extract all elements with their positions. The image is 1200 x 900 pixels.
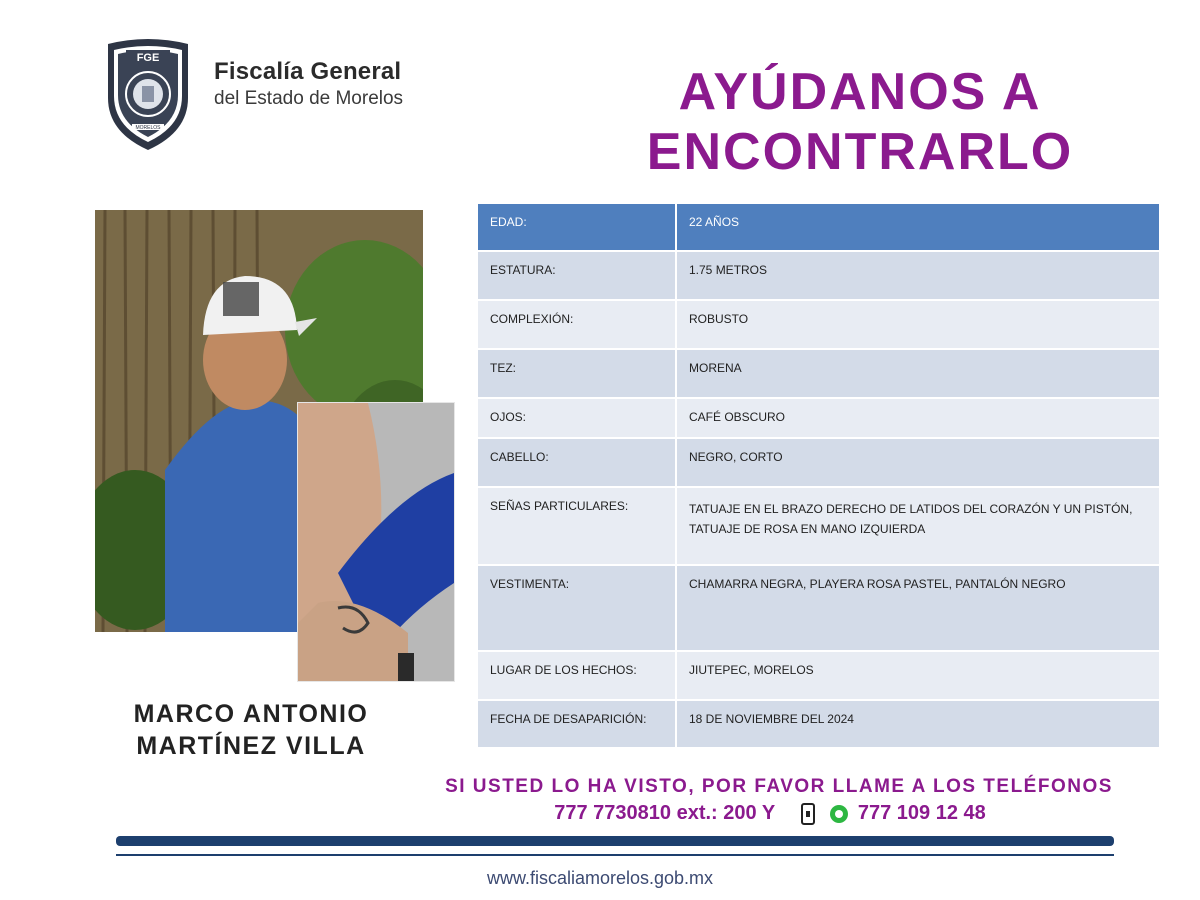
detail-value: MORENA: [676, 349, 1159, 398]
detail-label: OJOS:: [478, 398, 676, 438]
detail-label: FECHA DE DESAPARICIÓN:: [478, 700, 676, 748]
fge-shield-logo: [102, 36, 194, 152]
person-name: [95, 698, 407, 762]
contact-prompt: SI USTED LO HA VISTO, POR FAVOR LLAME A LOS TELÉFONOS: [445, 776, 1113, 797]
table-row: [478, 651, 1159, 700]
tattoo-illustration: [298, 403, 454, 681]
table-row: [478, 300, 1159, 349]
person-name-line2: MARTÍNEZ VILLA: [136, 732, 366, 760]
detail-value: CHAMARRA NEGRA, PLAYERA ROSA PASTEL, PANTALÓN NEGRO: [676, 565, 1159, 651]
table-row: [478, 204, 1159, 251]
detail-value: NEGRO, CORTO: [676, 438, 1159, 487]
organization-name: [214, 58, 403, 110]
detail-label: ESTATURA:: [478, 251, 676, 300]
detail-value: TATUAJE EN EL BRAZO DERECHO DE LATIDOS DEL CORAZÓN Y UN PISTÓN, TATUAJE DE ROSA EN MANO IZQUIERDA: [676, 487, 1159, 565]
footer-divider: [116, 854, 1114, 856]
headline-line1: AYÚDANOS A: [678, 63, 1042, 121]
footer-bar: [116, 836, 1114, 846]
detail-label: LUGAR DE LOS HECHOS:: [478, 651, 676, 700]
detail-value: ROBUSTO: [676, 300, 1159, 349]
org-name-line2: del Estado de Morelos: [214, 88, 404, 109]
table-row: [478, 251, 1159, 300]
table-row: [478, 349, 1159, 398]
detail-label: COMPLEXIÓN:: [478, 300, 676, 349]
table-row: [478, 487, 1159, 565]
phone-icon: [801, 803, 815, 825]
detail-value: 1.75 METROS: [676, 251, 1159, 300]
detail-label: VESTIMENTA:: [478, 565, 676, 651]
table-row: [478, 398, 1159, 438]
detail-value: 18 DE NOVIEMBRE DEL 2024: [676, 700, 1159, 748]
badge-text: FGE: [136, 52, 160, 64]
badge-bottom-text: MORELOS: [135, 125, 161, 131]
phone-number-whatsapp[interactable]: 777 109 12 48: [857, 802, 986, 825]
detail-label: SEÑAS PARTICULARES:: [478, 487, 676, 565]
table-row: [478, 438, 1159, 487]
detail-value: JIUTEPEC, MORELOS: [676, 651, 1159, 700]
whatsapp-icon: [830, 805, 848, 823]
website-link[interactable]: www.fiscaliamorelos.gob.mx: [486, 868, 714, 888]
person-name-line1: MARCO ANTONIO: [133, 700, 369, 728]
headline: [560, 62, 1160, 182]
details-table: [478, 204, 1159, 749]
detail-label: CABELLO:: [478, 438, 676, 487]
phone-number-office[interactable]: 777 7730810 ext.: 200 Y: [554, 802, 776, 825]
tattoo-photo: [297, 402, 455, 682]
detail-label: EDAD:: [478, 204, 676, 251]
org-name-line1: Fiscalía General: [214, 58, 402, 85]
detail-label: TEZ:: [478, 349, 676, 398]
headline-line2: ENCONTRARLO: [646, 123, 1074, 181]
table-row: [478, 565, 1159, 651]
detail-value: CAFÉ OBSCURO: [676, 398, 1159, 438]
table-row: [478, 700, 1159, 748]
detail-value: 22 AÑOS: [676, 204, 1159, 251]
phone-numbers: [500, 802, 1040, 825]
